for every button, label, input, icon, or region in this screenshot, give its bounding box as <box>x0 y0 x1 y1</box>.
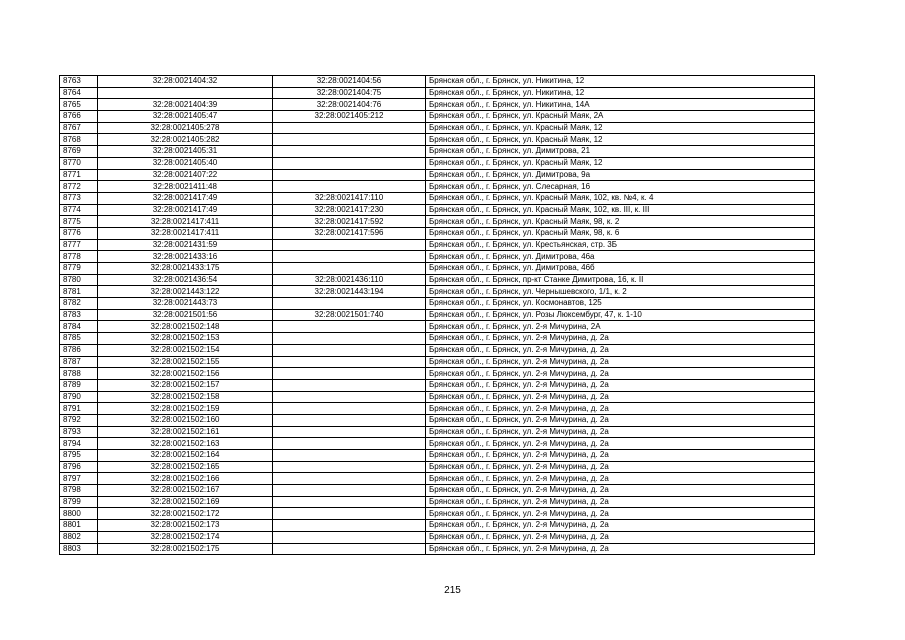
linked-cadastral-number-cell: 32:28:0021443:194 <box>273 286 426 298</box>
cadastral-number-cell: 32:28:0021502:158 <box>98 391 273 403</box>
row-number-cell: 8793 <box>60 426 98 438</box>
table-row <box>60 298 815 310</box>
address-cell: Брянская обл., г. Брянск, ул. Красный Маяк, 98, к. 2 <box>426 216 815 228</box>
cadastral-number-cell: 32:28:0021417:49 <box>98 192 273 204</box>
address-cell: Брянская обл., г. Брянск, ул. 2-я Мичурина, д. 2а <box>426 426 815 438</box>
cadastral-number-cell: 32:28:0021502:155 <box>98 356 273 368</box>
table-row <box>60 531 815 543</box>
address-cell: Брянская обл., г. Брянск, ул. Димитрова, 21 <box>426 146 815 158</box>
row-number-cell: 8791 <box>60 403 98 415</box>
address-cell: Брянская обл., г. Брянск, ул. Красный Маяк, 102, кв. III, к. III <box>426 204 815 216</box>
table-row <box>60 157 815 169</box>
row-number-cell: 8773 <box>60 192 98 204</box>
row-number-cell: 8799 <box>60 496 98 508</box>
cadastral-number-cell: 32:28:0021502:164 <box>98 450 273 462</box>
address-cell: Брянская обл., г. Брянск, ул. 2-я Мичурина, 2А <box>426 321 815 333</box>
table-row <box>60 192 815 204</box>
registry-table-body <box>60 76 815 555</box>
address-cell: Брянская обл., г. Брянск, ул. 2-я Мичурина, д. 2а <box>426 379 815 391</box>
address-cell: Брянская обл., г. Брянск, ул. 2-я Мичурина, д. 2а <box>426 414 815 426</box>
row-number-cell: 8794 <box>60 438 98 450</box>
linked-cadastral-number-cell: 32:28:0021405:212 <box>273 111 426 123</box>
cadastral-number-cell: 32:28:0021502:163 <box>98 438 273 450</box>
row-number-cell: 8785 <box>60 333 98 345</box>
row-number-cell: 8775 <box>60 216 98 228</box>
table-row <box>60 414 815 426</box>
linked-cadastral-number-cell: 32:28:0021404:56 <box>273 76 426 88</box>
linked-cadastral-number-cell <box>273 157 426 169</box>
address-cell: Брянская обл., г. Брянск, ул. 2-я Мичурина, д. 2а <box>426 356 815 368</box>
linked-cadastral-number-cell <box>273 414 426 426</box>
row-number-cell: 8771 <box>60 169 98 181</box>
linked-cadastral-number-cell: 32:28:0021417:596 <box>273 227 426 239</box>
address-cell: Брянская обл., г. Брянск, ул. 2-я Мичурина, д. 2а <box>426 543 815 555</box>
table-row <box>60 286 815 298</box>
linked-cadastral-number-cell <box>273 450 426 462</box>
address-cell: Брянская обл., г. Брянск, ул. 2-я Мичурина, д. 2а <box>426 438 815 450</box>
cadastral-number-cell: 32:28:0021417:411 <box>98 216 273 228</box>
address-cell: Брянская обл., г. Брянск, ул. Красный Маяк, 2А <box>426 111 815 123</box>
row-number-cell: 8798 <box>60 485 98 497</box>
row-number-cell: 8781 <box>60 286 98 298</box>
cadastral-number-cell: 32:28:0021502:165 <box>98 461 273 473</box>
table-row <box>60 356 815 368</box>
row-number-cell: 8778 <box>60 251 98 263</box>
cadastral-number-cell: 32:28:0021405:282 <box>98 134 273 146</box>
page-number: 215 <box>444 585 461 596</box>
cadastral-number-cell: 32:28:0021405:40 <box>98 157 273 169</box>
address-cell: Брянская обл., г. Брянск, ул. 2-я Мичурина, д. 2а <box>426 344 815 356</box>
row-number-cell: 8765 <box>60 99 98 111</box>
address-cell: Брянская обл., г. Брянск, ул. Красный Маяк, 98, к. 6 <box>426 227 815 239</box>
table-row <box>60 227 815 239</box>
address-cell: Брянская обл., г. Брянск, ул. Космонавтов, 125 <box>426 298 815 310</box>
cadastral-number-cell: 32:28:0021417:411 <box>98 227 273 239</box>
table-row <box>60 216 815 228</box>
address-cell: Брянская обл., г. Брянск, ул. Красный Маяк, 12 <box>426 122 815 134</box>
row-number-cell: 8770 <box>60 157 98 169</box>
row-number-cell: 8764 <box>60 87 98 99</box>
cadastral-number-cell: 32:28:0021502:175 <box>98 543 273 555</box>
cadastral-number-cell: 32:28:0021502:160 <box>98 414 273 426</box>
address-cell: Брянская обл., г. Брянск, ул. Никитина, 12 <box>426 87 815 99</box>
table-row <box>60 76 815 88</box>
table-row <box>60 379 815 391</box>
linked-cadastral-number-cell <box>273 321 426 333</box>
table-row <box>60 344 815 356</box>
row-number-cell: 8768 <box>60 134 98 146</box>
linked-cadastral-number-cell: 32:28:0021417:230 <box>273 204 426 216</box>
cadastral-number-cell: 32:28:0021405:31 <box>98 146 273 158</box>
cadastral-number-cell: 32:28:0021404:39 <box>98 99 273 111</box>
row-number-cell: 8788 <box>60 368 98 380</box>
linked-cadastral-number-cell: 32:28:0021417:110 <box>273 192 426 204</box>
cadastral-number-cell: 32:28:0021407:22 <box>98 169 273 181</box>
row-number-cell: 8784 <box>60 321 98 333</box>
row-number-cell: 8777 <box>60 239 98 251</box>
table-row <box>60 309 815 321</box>
row-number-cell: 8802 <box>60 531 98 543</box>
linked-cadastral-number-cell <box>273 368 426 380</box>
address-cell: Брянская обл., г. Брянск, ул. 2-я Мичурина, д. 2а <box>426 485 815 497</box>
linked-cadastral-number-cell <box>273 344 426 356</box>
cadastral-number-cell: 32:28:0021405:278 <box>98 122 273 134</box>
linked-cadastral-number-cell <box>273 496 426 508</box>
address-cell: Брянская обл., г. Брянск, ул. 2-я Мичурина, д. 2а <box>426 520 815 532</box>
linked-cadastral-number-cell <box>273 146 426 158</box>
row-number-cell: 8790 <box>60 391 98 403</box>
table-row <box>60 134 815 146</box>
cadastral-number-cell: 32:28:0021502:159 <box>98 403 273 415</box>
row-number-cell: 8776 <box>60 227 98 239</box>
linked-cadastral-number-cell <box>273 531 426 543</box>
cadastral-number-cell: 32:28:0021502:161 <box>98 426 273 438</box>
cadastral-number-cell: 32:28:0021502:154 <box>98 344 273 356</box>
linked-cadastral-number-cell <box>273 391 426 403</box>
cadastral-number-cell: 32:28:0021502:153 <box>98 333 273 345</box>
linked-cadastral-number-cell <box>273 473 426 485</box>
table-row <box>60 111 815 123</box>
row-number-cell: 8803 <box>60 543 98 555</box>
address-cell: Брянская обл., г. Брянск, ул. Никитина, 12 <box>426 76 815 88</box>
row-number-cell: 8796 <box>60 461 98 473</box>
row-number-cell: 8772 <box>60 181 98 193</box>
cadastral-number-cell: 32:28:0021431:59 <box>98 239 273 251</box>
address-cell: Брянская обл., г. Брянск, ул. 2-я Мичурина, д. 2а <box>426 403 815 415</box>
table-row <box>60 496 815 508</box>
table-row <box>60 263 815 275</box>
cadastral-number-cell: 32:28:0021502:157 <box>98 379 273 391</box>
cadastral-number-cell: 32:28:0021502:169 <box>98 496 273 508</box>
table-row <box>60 321 815 333</box>
address-cell: Брянская обл., г. Брянск, пр-кт Станке Димитрова, 16, к. II <box>426 274 815 286</box>
address-cell: Брянская обл., г. Брянск, ул. 2-я Мичурина, д. 2а <box>426 391 815 403</box>
table-row <box>60 333 815 345</box>
row-number-cell: 8763 <box>60 76 98 88</box>
cadastral-number-cell: 32:28:0021443:122 <box>98 286 273 298</box>
address-cell: Брянская обл., г. Брянск, ул. Розы Люксембург, 47, к. 1-10 <box>426 309 815 321</box>
linked-cadastral-number-cell: 32:28:0021404:76 <box>273 99 426 111</box>
address-cell: Брянская обл., г. Брянск, ул. Никитина, 14А <box>426 99 815 111</box>
registry-table <box>59 75 815 555</box>
cadastral-number-cell <box>98 87 273 99</box>
table-row <box>60 520 815 532</box>
address-cell: Брянская обл., г. Брянск, ул. 2-я Мичурина, д. 2а <box>426 461 815 473</box>
table-row <box>60 239 815 251</box>
cadastral-number-cell: 32:28:0021404:32 <box>98 76 273 88</box>
linked-cadastral-number-cell <box>273 356 426 368</box>
cadastral-number-cell: 32:28:0021502:156 <box>98 368 273 380</box>
cadastral-number-cell: 32:28:0021501:56 <box>98 309 273 321</box>
linked-cadastral-number-cell <box>273 485 426 497</box>
table-row <box>60 426 815 438</box>
linked-cadastral-number-cell <box>273 134 426 146</box>
table-row <box>60 99 815 111</box>
linked-cadastral-number-cell <box>273 438 426 450</box>
table-row <box>60 508 815 520</box>
linked-cadastral-number-cell: 32:28:0021417:592 <box>273 216 426 228</box>
linked-cadastral-number-cell <box>273 239 426 251</box>
linked-cadastral-number-cell: 32:28:0021404:75 <box>273 87 426 99</box>
address-cell: Брянская обл., г. Брянск, ул. Димитрова, 46а <box>426 251 815 263</box>
row-number-cell: 8797 <box>60 473 98 485</box>
table-row <box>60 181 815 193</box>
address-cell: Брянская обл., г. Брянск, ул. Красный Маяк, 102, кв. №4, к. 4 <box>426 192 815 204</box>
cadastral-number-cell: 32:28:0021433:175 <box>98 263 273 275</box>
cadastral-number-cell: 32:28:0021417:49 <box>98 204 273 216</box>
row-number-cell: 8787 <box>60 356 98 368</box>
table-row <box>60 122 815 134</box>
address-cell: Брянская обл., г. Брянск, ул. 2-я Мичурина, д. 2а <box>426 508 815 520</box>
table-row <box>60 251 815 263</box>
address-cell: Брянская обл., г. Брянск, ул. Красный Маяк, 12 <box>426 134 815 146</box>
address-cell: Брянская обл., г. Брянск, ул. Димитрова, 46б <box>426 263 815 275</box>
table-row <box>60 146 815 158</box>
cadastral-number-cell: 32:28:0021443:73 <box>98 298 273 310</box>
linked-cadastral-number-cell: 32:28:0021501:740 <box>273 309 426 321</box>
row-number-cell: 8786 <box>60 344 98 356</box>
address-cell: Брянская обл., г. Брянск, ул. 2-я Мичурина, д. 2а <box>426 473 815 485</box>
linked-cadastral-number-cell <box>273 122 426 134</box>
row-number-cell: 8779 <box>60 263 98 275</box>
row-number-cell: 8800 <box>60 508 98 520</box>
address-cell: Брянская обл., г. Брянск, ул. Чернышевского, 1/1, к. 2 <box>426 286 815 298</box>
table-row <box>60 391 815 403</box>
linked-cadastral-number-cell <box>273 426 426 438</box>
address-cell: Брянская обл., г. Брянск, ул. 2-я Мичурина, д. 2а <box>426 450 815 462</box>
table-row <box>60 87 815 99</box>
row-number-cell: 8774 <box>60 204 98 216</box>
cadastral-number-cell: 32:28:0021502:174 <box>98 531 273 543</box>
address-cell: Брянская обл., г. Брянск, ул. 2-я Мичурина, д. 2а <box>426 368 815 380</box>
linked-cadastral-number-cell: 32:28:0021436:110 <box>273 274 426 286</box>
row-number-cell: 8783 <box>60 309 98 321</box>
address-cell: Брянская обл., г. Брянск, ул. 2-я Мичурина, д. 2а <box>426 496 815 508</box>
row-number-cell: 8767 <box>60 122 98 134</box>
address-cell: Брянская обл., г. Брянск, ул. Слесарная, 16 <box>426 181 815 193</box>
table-row <box>60 204 815 216</box>
table-row <box>60 274 815 286</box>
table-row <box>60 543 815 555</box>
linked-cadastral-number-cell <box>273 461 426 473</box>
row-number-cell: 8766 <box>60 111 98 123</box>
linked-cadastral-number-cell <box>273 403 426 415</box>
cadastral-number-cell: 32:28:0021433:16 <box>98 251 273 263</box>
linked-cadastral-number-cell <box>273 379 426 391</box>
address-cell: Брянская обл., г. Брянск, ул. 2-я Мичурина, д. 2а <box>426 333 815 345</box>
table-row <box>60 438 815 450</box>
cadastral-number-cell: 32:28:0021502:166 <box>98 473 273 485</box>
table-row <box>60 485 815 497</box>
cadastral-number-cell: 32:28:0021502:173 <box>98 520 273 532</box>
table-row <box>60 473 815 485</box>
cadastral-number-cell: 32:28:0021502:167 <box>98 485 273 497</box>
table-row <box>60 169 815 181</box>
linked-cadastral-number-cell <box>273 543 426 555</box>
cadastral-number-cell: 32:28:0021436:54 <box>98 274 273 286</box>
cadastral-number-cell: 32:28:0021502:148 <box>98 321 273 333</box>
linked-cadastral-number-cell <box>273 251 426 263</box>
row-number-cell: 8801 <box>60 520 98 532</box>
cadastral-number-cell: 32:28:0021411:48 <box>98 181 273 193</box>
table-row <box>60 403 815 415</box>
cadastral-number-cell: 32:28:0021502:172 <box>98 508 273 520</box>
cadastral-number-cell: 32:28:0021405:47 <box>98 111 273 123</box>
table-row <box>60 450 815 462</box>
row-number-cell: 8780 <box>60 274 98 286</box>
row-number-cell: 8792 <box>60 414 98 426</box>
address-cell: Брянская обл., г. Брянск, ул. Димитрова, 9а <box>426 169 815 181</box>
table-row <box>60 368 815 380</box>
table-row <box>60 461 815 473</box>
linked-cadastral-number-cell <box>273 181 426 193</box>
row-number-cell: 8795 <box>60 450 98 462</box>
address-cell: Брянская обл., г. Брянск, ул. Красный Маяк, 12 <box>426 157 815 169</box>
linked-cadastral-number-cell <box>273 520 426 532</box>
address-cell: Брянская обл., г. Брянск, ул. Крестьянская, стр. 3Б <box>426 239 815 251</box>
linked-cadastral-number-cell <box>273 298 426 310</box>
address-cell: Брянская обл., г. Брянск, ул. 2-я Мичурина, д. 2а <box>426 531 815 543</box>
linked-cadastral-number-cell <box>273 508 426 520</box>
linked-cadastral-number-cell <box>273 333 426 345</box>
linked-cadastral-number-cell <box>273 169 426 181</box>
row-number-cell: 8789 <box>60 379 98 391</box>
row-number-cell: 8769 <box>60 146 98 158</box>
linked-cadastral-number-cell <box>273 263 426 275</box>
row-number-cell: 8782 <box>60 298 98 310</box>
